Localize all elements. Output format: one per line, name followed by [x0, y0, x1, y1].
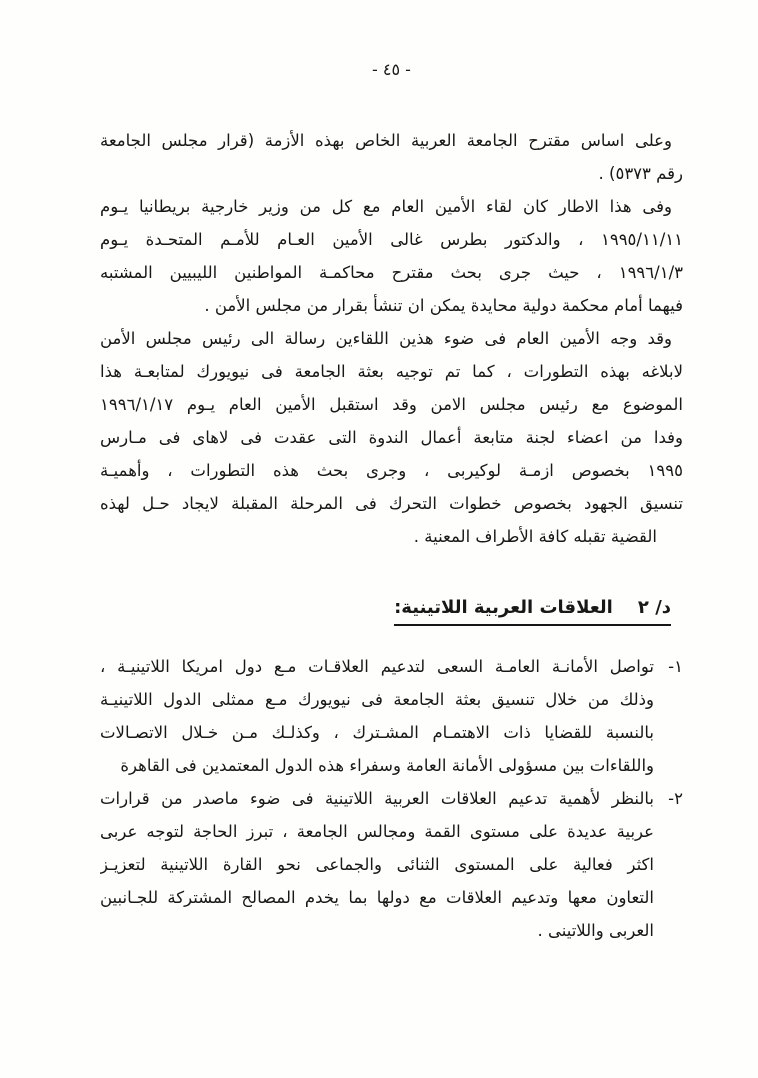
text-line: وقد وجه الأمين العام فى ضوء هذين اللقاءين رسالة الى رئيس مجلس الأمن — [100, 329, 672, 348]
text-line: ١٩٩٥/١١/١١ ، والدكتور بطرس غالى الأمين العـام للأمـم المتحـدة يـوم — [100, 230, 683, 249]
item-2-marker: ٢- — [668, 789, 683, 808]
paragraph-security-council-letter — [100, 322, 683, 553]
text-line: تنسيق الجهود بخصوص خطوات التحرك فى المرحلة المقبلة لايجاد حـل لهذه — [100, 494, 683, 513]
section-heading-arab-latin-relations — [100, 597, 671, 626]
text-line: وعلى اساس مقترح الجامعة العربية الخاص بهذه الأزمة (قرار مجلس الجامعة — [100, 131, 672, 150]
text-line: القضية تقبله كافة الأطراف المعنية . — [413, 527, 657, 546]
text-line: عربية عديدة على مستوى القمة ومجالس الجامعة ، تبرز الحاجة لتوجه عربى — [100, 822, 654, 841]
text-line: التعاون معها وتدعيم العلاقات مع دولها بما يخدم المصالح المشتركة للجـانبين — [100, 888, 654, 907]
text-line: رقم ٥٣٧٣) . — [598, 164, 683, 183]
text-line: ١٩٩٦/١/٣ ، حيث جرى بحث مقترح محاكمـة المواطنين الليبيين المشتبه — [100, 263, 683, 282]
page-number: - ٤٥ - — [372, 60, 411, 79]
text-line: بالنظر لأهمية تدعيم العلاقات العربية اللاتينية فى ضوء ماصدر من قرارات — [100, 789, 654, 808]
list-item-1 — [100, 650, 683, 782]
paragraph-lockerbie-proposal — [100, 124, 683, 190]
text-line: العربى واللاتينى . — [537, 921, 654, 940]
text-line: فيهما أمام محكمة دولية محايدة يمكن ان تنشأ بقرار من مجلس الأمن . — [204, 296, 683, 315]
section-heading-text: د/ ٢ العلاقات العربية اللاتينية: — [394, 597, 671, 626]
text-line: الموضوع مع رئيس مجلس الامن وقد استقبل الأمين العام يـوم ١٩٩٦/١/١٧ — [100, 395, 683, 414]
text-line: اكثر فعالية على المستوى الثنائى والجماعى نحو القارة اللاتينية لتعزيـز — [100, 855, 654, 874]
text-line: لابلاغه بهذه التطورات ، كما تم توجيه بعثة الجامعة فى نيويورك لمتابعـة هذا — [100, 362, 683, 381]
list-item-2 — [100, 782, 683, 947]
paragraph-secretary-meetings — [100, 190, 683, 322]
text-line: وفى هذا الاطار كان لقاء الأمين العام مع كل من وزير خارجية بريطانيا يـوم — [100, 197, 672, 216]
text-line: واللقاءات بين مسؤولى الأمانة العامة وسفراء هذه الدول المعتمدين فى القاهرة — [120, 756, 654, 775]
text-line: وفدا من اعضاء لجنة متابعة أعمال الندوة التى عقدت فى لاهاى فى مـارس — [100, 428, 683, 447]
text-line: تواصل الأمانـة العامـة السعى لتدعيم العلاقـات مـع دول امريكا اللاتينيـة ، — [100, 657, 654, 676]
text-line: ١٩٩٥ بخصوص ازمـة لوكيربى ، وجرى بحث هذه التطورات ، وأهميـة — [100, 461, 683, 480]
text-line: بالنسبة للقضايا ذات الاهتمـام المشـترك ، وكذلـك مـن خـلال الاتصـالات — [100, 723, 654, 742]
text-line: وذلك من خلال تنسيق بعثة الجامعة فى نيويورك مـع ممثلى الدول اللاتينيـة — [100, 690, 654, 709]
numbered-list — [100, 650, 683, 947]
item-1-marker: ١- — [668, 657, 683, 676]
text-column — [100, 124, 683, 947]
